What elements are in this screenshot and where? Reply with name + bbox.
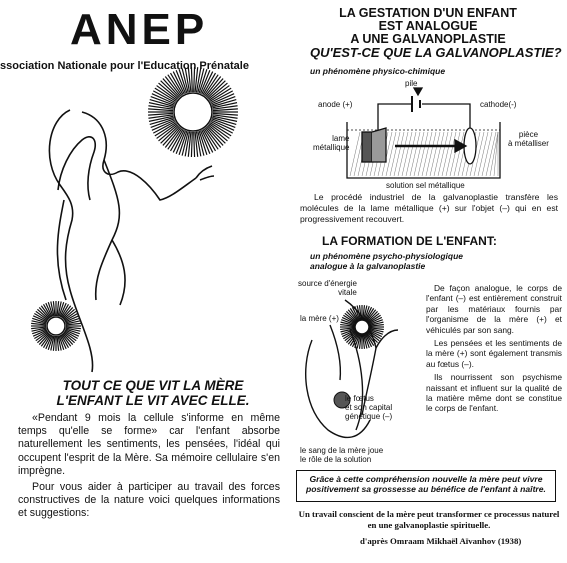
left-paragraph-1: «Pendant 9 mois la cellule s'informe en même temps qu'elle se forme» car l'enfant absorbe naturellement les sentiments, les pensées, l'idéal qui occupent l'esprit de la Mère. Sa mémoire cellulaire s'en imprègne.	[18, 412, 280, 477]
analogy-column	[426, 283, 562, 417]
source-line-1: source d'énergie	[298, 279, 357, 288]
headline-line-1: TOUT CE QUE VIT LA MÈRE	[62, 378, 244, 393]
piece-label	[508, 130, 549, 148]
piece-line-1: pièce	[518, 130, 539, 139]
foetus-line-3: génétique (–)	[345, 412, 393, 421]
piece-line-2: à métalliser	[508, 139, 549, 148]
source-line-2: vitale	[338, 288, 357, 297]
cathode-label: cathode(-)	[480, 100, 517, 109]
galvanoplasty-diagram	[347, 88, 500, 178]
anode-label: anode (+)	[318, 100, 353, 109]
analogy-paragraph-1: De façon analogue, le corps de l'enfant (–) est entièrement construit par les matériaux fournis par l'organisme de la mère (+) et véhiculés par son sang.	[426, 283, 562, 335]
title-line-2: EST ANALOGUE	[378, 19, 478, 33]
analogy-paragraph-3: Ils nourrissent son psychisme naissant et influent sur la qualité de la matière même dont se constitue le corps de l'enfant.	[426, 372, 562, 414]
womb-sun-icon	[31, 301, 81, 351]
mother-label: la mère (+)	[300, 314, 339, 323]
question-heading: QU'EST-CE QUE LA GALVANOPLASTIE?	[310, 45, 562, 60]
foetus-line-2: et son capital	[345, 403, 393, 412]
analogy-paragraph-2: Les pensées et les sentiments de la mère (+) sont également transmis au fœtus (–).	[426, 338, 562, 369]
foetus-line-1: le fœtus	[345, 394, 374, 403]
anep-logo: ANEP	[70, 5, 209, 54]
title-line-3: A UNE GALVANOPLASTIE	[350, 32, 506, 46]
left-body	[18, 412, 280, 521]
solution-label: solution sel métallique	[386, 181, 465, 190]
psy-line-2: analogue à la galvanoplastie	[310, 261, 426, 271]
psy-label	[310, 251, 463, 271]
grace-box: Grâce à cette compréhension nouvelle la mère peut vivre positivement sa grossesse au bénéfice de l'enfant à naître.	[296, 470, 556, 502]
psy-line-1: un phénomène psycho-physiologique	[310, 251, 464, 261]
headline-line-2: L'ENFANT LE VIT AVEC ELLE.	[56, 393, 250, 408]
pile-label: pile	[405, 79, 418, 88]
process-text: Le procédé industriel de la galvanoplastie transfère les molécules de la lame métallique (+) sur l'objet (–) qui en est progressivement recouvert.	[300, 192, 558, 224]
source-label	[298, 279, 357, 297]
left-headline	[18, 378, 288, 408]
blood-line-1: le sang de la mère joue	[300, 446, 384, 455]
lame-line-1: lame	[332, 134, 350, 143]
blood-label	[300, 446, 383, 464]
lame-label	[313, 134, 349, 152]
title-line-1: LA GESTATION D'UN ENFANT	[339, 6, 517, 20]
energy-source-icon	[340, 305, 384, 349]
phenomenon-label: un phénomène physico-chimique	[310, 66, 446, 76]
association-name: ssociation Nationale pour l'Education Prénatale	[0, 60, 249, 72]
conclusion-text: Un travail conscient de la mère peut transformer ce processus naturel en une galvanoplastie spirituelle.	[298, 509, 560, 530]
blood-line-2: le rôle de la solution	[300, 455, 372, 464]
sun-icon	[148, 67, 238, 157]
foetus-label	[345, 394, 392, 421]
author-credit: d'après Omraam Mikhaël Aïvanhov (1938)	[360, 536, 522, 546]
lame-line-2: métallique	[313, 143, 350, 152]
right-title	[298, 7, 558, 46]
formation-title: LA FORMATION DE L'ENFANT:	[322, 234, 497, 248]
left-paragraph-2: Pour vous aider à participer au travail des forces constructives de la nature voici quelques informations et suggestions:	[18, 481, 280, 520]
